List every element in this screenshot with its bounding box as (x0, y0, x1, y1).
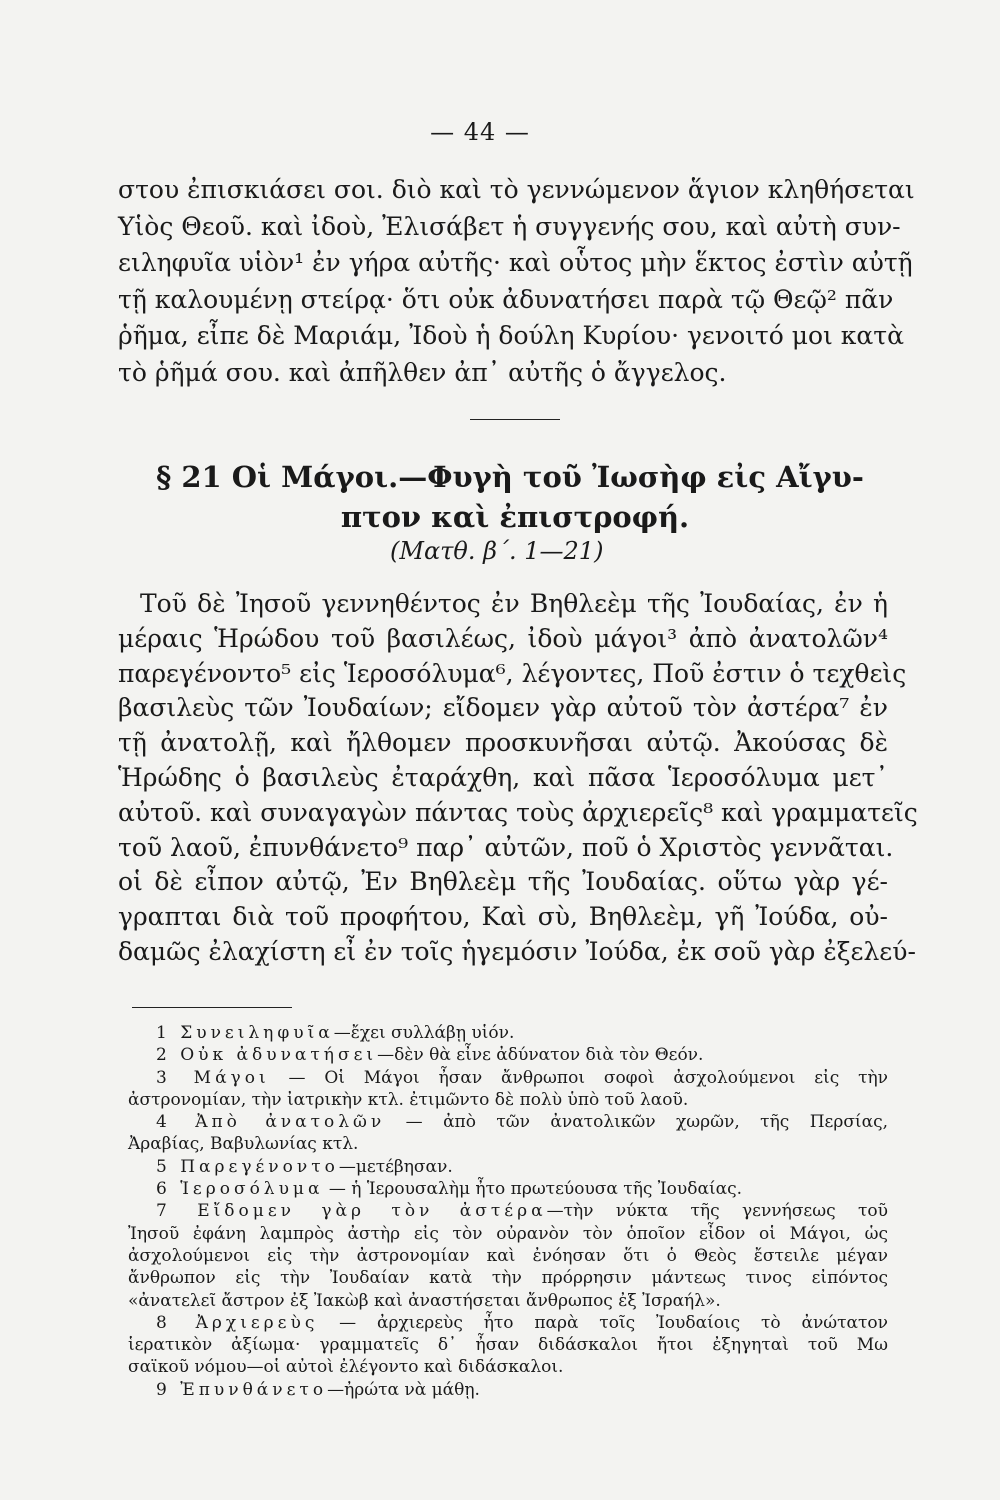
section-heading (140, 457, 880, 537)
section-heading-line: πτον καὶ ἐπιστροφή. (340, 500, 690, 534)
text-line: οἱ δὲ εἶπον αὐτῷ, Ἐν Βηθλεὲμ τῆς Ἰουδαίας. οὕτω γὰρ γέ- (118, 867, 888, 897)
text-line: γραπται διὰ τοῦ προφήτου, Καὶ σὺ, Βηθλεὲμ, γῆ Ἰούδα, οὐ- (118, 902, 888, 932)
footnote-text: ἀστρονομίαν, τὴν ἰατρικὴν κτλ. ἐτιμῶντο δὲ πολὺ ὑπὸ τοῦ λαοῦ. (128, 1089, 689, 1110)
section-divider (470, 419, 560, 420)
text-line: τὸ ῥῆμά σου. καὶ ἀπῆλθεν ἀπ᾽ αὐτῆς ὁ ἄγγελος. (118, 357, 727, 387)
page-number: — 44 — (430, 118, 530, 146)
footnote-text: — ἀρχιερεὺς ἦτο παρὰ τοῖς Ἰουδαίοις τὸ ἀνώτατον (318, 1312, 888, 1333)
footnote-line (128, 1089, 888, 1111)
footnote-text: ἄνθρωπον εἰς τὴν Ἰουδαίαν κατὰ τὴν πρόρρησιν μάντεως τινος εἰπόντος (128, 1268, 888, 1289)
footnote-lemma: 4 Ἀπὸ ἀνατολῶν (156, 1112, 386, 1133)
footnote-divider (132, 1007, 292, 1008)
footnote-line (128, 1379, 888, 1401)
footnote-lemma: 8 Ἀρχιερεὺς (156, 1312, 319, 1333)
footnotes (128, 1022, 888, 1401)
text-line: τοῦ λαοῦ, ἐπυνθάνετο⁹ παρ᾽ αὐτῶν, ποῦ ὁ Χριστὸς γεννᾶται. (118, 832, 894, 862)
footnote-line (128, 1044, 888, 1066)
footnote-line (128, 1334, 888, 1356)
scripture-reference: (Ματθ. β΄. 1—21) (390, 537, 604, 565)
footnote-text: ἀσχολούμενοι εἰς τὴν ἀστρονομίαν καὶ ἐνόησαν ὅτι ὁ Θεὸς ἔστειλε μέγαν (128, 1245, 888, 1266)
intro-paragraph (118, 172, 915, 391)
text-line: μέραις Ἡρώδου τοῦ βασιλέως, ἰδοὺ μάγοι³ ἀπὸ ἀνατολῶν⁴ (118, 623, 888, 653)
text-line: ειληφυῖα υἱὸν¹ ἐν γήρα αὐτῆς· καὶ οὗτος μὴν ἕκτος ἐστὶν αὐτῇ (118, 248, 913, 277)
footnote-line (128, 1133, 888, 1155)
footnote-text: σαϊκοῦ νόμου—οἱ αὐτοὶ ἐλέγοντο καὶ διδάσκαλοι. (128, 1357, 564, 1378)
text-line: στου ἐπισκιάσει σοι. διὸ καὶ τὸ γεννώμενον ἅγιον κληθήσεται (118, 175, 915, 204)
footnote-lemma: 9 Ἐπυνθάνετο (156, 1379, 328, 1400)
footnote-line (128, 1312, 888, 1334)
footnote-line (128, 1200, 888, 1222)
footnote-line (128, 1356, 888, 1378)
footnote-text: —τὴν νύκτα τῆς γεννήσεως τοῦ (546, 1201, 888, 1222)
footnote-lemma: 7 Εἴδομεν γὰρ τὸν ἀστέρα (156, 1201, 547, 1222)
footnote-line (128, 1111, 888, 1133)
footnote-line (128, 1156, 888, 1178)
text-line: βασιλεὺς τῶν Ἰουδαίων; εἴδομεν γὰρ αὐτοῦ τὸν ἀστέρα⁷ ἐν (118, 693, 888, 723)
footnote-lemma: 1 Συνειληφυῖα (156, 1023, 334, 1043)
footnote-line (128, 1022, 888, 1044)
main-paragraph (118, 587, 918, 970)
footnote-text: Ἀραβίας, Βαβυλωνίας κτλ. (128, 1134, 359, 1155)
footnote-text: —ἠρώτα νὰ μάθῃ. (327, 1379, 480, 1400)
footnote-text: ἱερατικὸν ἀξίωμα· γραμματεῖς δ᾽ ἦσαν διδάσκαλοι ἤτοι ἐξηγηταὶ τοῦ Μω (128, 1335, 888, 1356)
footnote-lemma: 6 Ἱεροσόλυμα (156, 1179, 324, 1200)
footnote-text: —μετέβησαν. (338, 1156, 453, 1177)
text-line: Τοῦ δὲ Ἰησοῦ γεννηθέντος ἐν Βηθλεὲμ τῆς Ἰουδαίας, ἐν ἡ (140, 589, 888, 618)
text-line: Ἡρώδης ὁ βασιλεὺς ἐταράχθη, καὶ πᾶσα Ἱεροσόλυμα μετ᾽ (118, 762, 888, 792)
footnote-text: — Οἱ Μάγοι ἦσαν ἄνθρωποι σοφοὶ ἀσχολούμενοι εἰς τὴν (269, 1067, 889, 1088)
footnote-line (128, 1245, 888, 1267)
text-line: τῇ ἀνατολῇ, καὶ ἤλθομεν προσκυνῆσαι αὐτῷ. Ἀκούσας δὲ (118, 728, 888, 758)
footnote-text: —δὲν θὰ εἶνε ἀδύνατον διὰ τὸν Θεόν. (377, 1045, 704, 1066)
footnote-lemma: 5 Παρεγένοντο (156, 1156, 339, 1177)
footnote-text: «ἀνατελεῖ ἄστρον ἐξ Ἰακὼβ καὶ ἀναστήσεται ἄνθρωπος ἐξ Ἰσραήλ». (128, 1290, 721, 1311)
footnote-line (128, 1290, 888, 1312)
text-line: Υἱὸς Θεοῦ. καὶ ἰδοὺ, Ἐλισάβετ ἡ συγγενής σου, καὶ αὐτὴ συν- (118, 211, 901, 241)
text-line: τῇ καλουμένῃ στείρᾳ· ὅτι οὐκ ἀδυνατήσει παρὰ τῷ Θεῷ² πᾶν (118, 284, 894, 314)
footnote-line (128, 1178, 888, 1200)
footnote-text: — ἡ Ἱερουσαλὴμ ἦτο πρωτεύουσα τῆς Ἰουδαίας. (323, 1179, 743, 1200)
footnote-line (128, 1223, 888, 1245)
footnote-text: Ἰησοῦ ἐφάνη λαμπρὸς ἀστὴρ εἰς τὸν οὐρανὸν τὸν ὁποῖον εἶδον οἱ Μάγοι, ὡς (128, 1223, 888, 1244)
footnote-lemma: 3 Μάγοι (156, 1067, 270, 1088)
footnote-line (128, 1267, 888, 1289)
text-line: αὐτοῦ. καὶ συναγαγὼν πάντας τοὺς ἀρχιερεῖς⁸ καὶ γραμματεῖς (118, 797, 918, 827)
footnote-line (128, 1067, 888, 1089)
footnote-lemma: 2 Οὐκ ἀδυνατήσει (156, 1045, 378, 1066)
text-line: δαμῶς ἐλαχίστη εἶ ἐν τοῖς ἡγεμόσιν Ἰούδα, ἐκ σοῦ γὰρ ἐξελεύ- (118, 936, 916, 966)
footnote-text: —ἔχει συλλάβῃ υἱόν. (333, 1023, 515, 1043)
text-line: παρεγένοντο⁵ εἰς Ἱεροσόλυμα⁶, λέγοντες, Ποῦ ἐστιν ὁ τεχθεὶς (118, 658, 907, 688)
text-line: ῥῆμα, εἶπε δὲ Μαριάμ, Ἰδοὺ ἡ δούλη Κυρίου· γενοιτό μοι κατὰ (118, 321, 905, 350)
section-heading-line: § 21 Οἱ Μάγοι.—Φυγὴ τοῦ Ἰωσὴφ εἰς Αἴγυ- (156, 460, 864, 494)
footnote-text: — ἀπὸ τῶν ἀνατολικῶν χωρῶν, τῆς Περσίας, (385, 1112, 888, 1133)
